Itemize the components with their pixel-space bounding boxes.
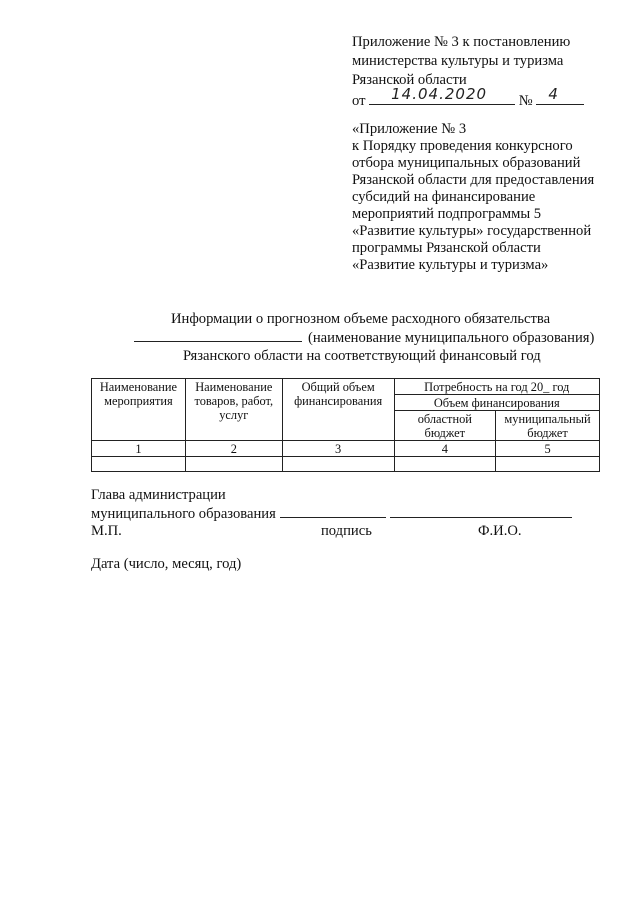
table-cell (185, 457, 282, 472)
signature-role: муниципального образования (91, 506, 276, 522)
signature-captions (91, 523, 572, 540)
date-field (369, 85, 515, 105)
date-handwritten: 14.04.2020 (391, 85, 488, 103)
annex-line-3: Рязанской области (352, 72, 467, 88)
header-goods: Наименование товаров, работ, услуг (185, 379, 282, 441)
title-line-2 (134, 328, 594, 348)
column-number: 2 (185, 441, 282, 457)
date-caption: Дата (число, месяц, год) (91, 556, 242, 572)
appendix-line: «Развитие культуры и туризма» (352, 257, 549, 273)
municipality-blank (134, 328, 302, 342)
header-need: Потребность на год 20_ год (394, 379, 599, 395)
column-number: 4 (394, 441, 496, 457)
number-field (536, 85, 584, 105)
annex-date-line (352, 85, 584, 111)
appendix-line: «Приложение № 3 (352, 121, 467, 137)
title-line-1: Информации о прогнозном объеме расходного обязательства (171, 311, 551, 327)
header-volume: Объем финансирования (394, 395, 599, 411)
forecast-table (91, 378, 600, 472)
municipality-caption: (наименование муниципального образования) (308, 330, 595, 346)
appendix-line: субсидий на финансирование (352, 189, 536, 205)
table-row (92, 441, 600, 457)
number-handwritten: 4 (548, 85, 559, 103)
header-total: Общий объем финансирования (282, 379, 394, 441)
column-number: 5 (496, 441, 600, 457)
signature-blank (280, 504, 386, 518)
appendix-block (352, 121, 594, 274)
header-event: Наименование мероприятия (92, 379, 186, 441)
title-line-3: Рязанского области на соответствующий финансовый год (183, 348, 541, 364)
signature-line-1: Глава администрации (91, 487, 226, 503)
signature-block (91, 487, 572, 540)
table-row (92, 457, 600, 472)
table-cell (496, 457, 600, 472)
number-prefix: № (518, 93, 533, 109)
date-prefix: от (352, 93, 366, 109)
table-cell (92, 457, 186, 472)
annex-line-1: Приложение № 3 к постановлению (352, 34, 571, 50)
column-number: 1 (92, 441, 186, 457)
stamp-caption: М.П. (91, 523, 122, 539)
signature-line-2 (91, 504, 572, 523)
appendix-line: к Порядку проведения конкурсного (352, 138, 573, 154)
annex-header (352, 33, 584, 111)
annex-line-2: министерства культуры и туризма (352, 53, 564, 69)
fio-caption: Ф.И.О. (478, 523, 522, 539)
column-number: 3 (282, 441, 394, 457)
appendix-line: программы Рязанской области (352, 240, 541, 256)
table-cell (282, 457, 394, 472)
header-municipal: муниципальный бюджет (496, 411, 600, 441)
appendix-line: «Развитие культуры» государственной (352, 223, 592, 239)
table-cell (394, 457, 496, 472)
appendix-line: мероприятий подпрограммы 5 (352, 206, 542, 222)
fio-blank (390, 504, 572, 518)
header-regional: областной бюджет (394, 411, 496, 441)
appendix-line: Рязанской области для предоставления (352, 172, 595, 188)
appendix-line: отбора муниципальных образований (352, 155, 581, 171)
signature-caption: подпись (321, 523, 372, 539)
